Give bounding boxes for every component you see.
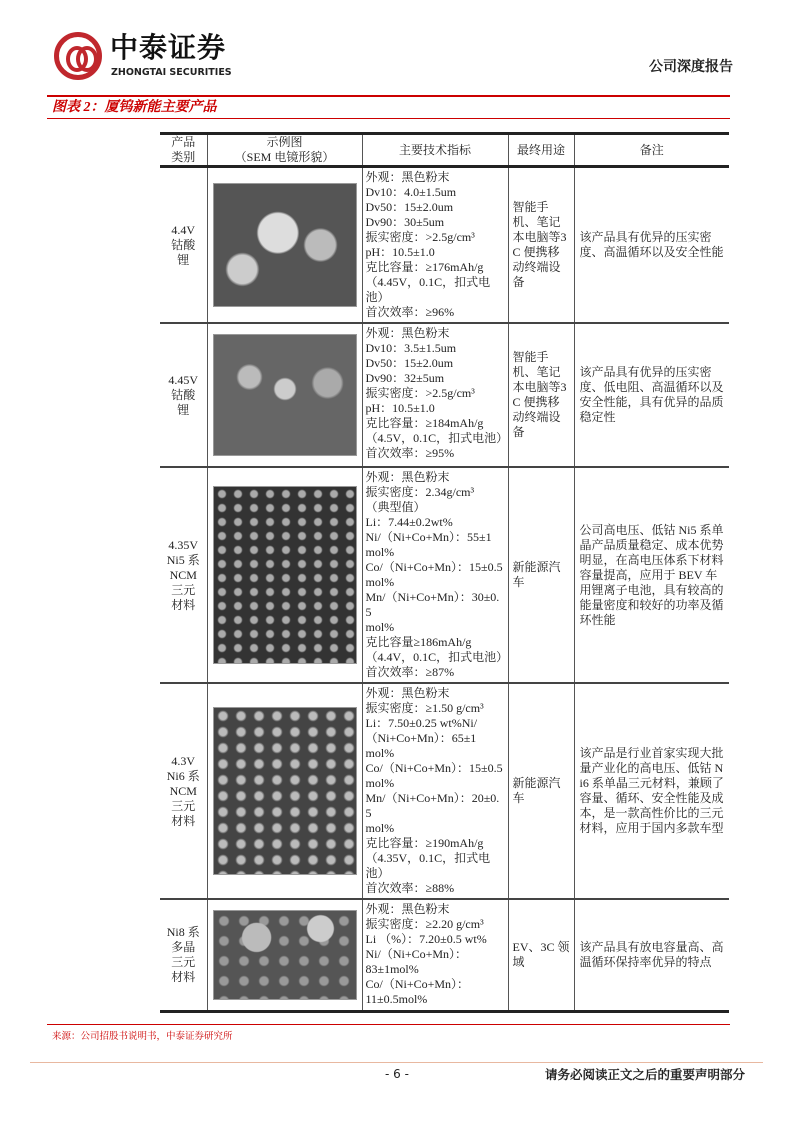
- spec-line: 外观：黑色粉末: [365, 326, 450, 340]
- product-category: 4.3V Ni6 系 NCM 三元 材料: [160, 683, 207, 899]
- spec-line: 83±1mol%: [365, 962, 419, 976]
- spec-line: 首次效率：≥88%: [365, 881, 455, 895]
- spec-line: 外观：黑色粉末: [365, 470, 450, 484]
- source-note: 来源：公司招股书说明书，中泰证券研究所: [52, 1031, 233, 1042]
- report-type: 公司深度报告: [649, 60, 733, 75]
- divider: [47, 95, 730, 97]
- brand-name-cn: 中泰证券: [110, 31, 227, 64]
- end-use: 智能手机、笔记本电脑等3C 便携移动终端设备: [508, 167, 574, 324]
- spec-line: Co/（Ni+Co+Mn）：15±0.5: [365, 560, 503, 574]
- remarks: 该产品具有放电容量高、高温循环保持率优异的特点: [574, 899, 729, 1011]
- spec-line: （Ni+Co+Mn）：65±1: [365, 731, 477, 745]
- spec-line: Dv50：15±2.0um: [365, 356, 454, 370]
- spec-line: Co/（Ni+Co+Mn）：15±0.5: [365, 761, 503, 775]
- sem-image-cell: [207, 323, 362, 467]
- end-use: 新能源汽车: [508, 683, 574, 899]
- spec-line: Dv10：4.0±1.5um: [365, 185, 457, 199]
- spec-line: （4.4V，0.1C，扣式电池）: [365, 650, 509, 664]
- spec-line: 克比容量：≥190mAh/g: [365, 836, 484, 850]
- spec-line: mol%: [365, 620, 395, 634]
- page-number: - 6 -: [385, 1067, 409, 1081]
- column-header: 产品 类别: [160, 134, 207, 167]
- sem-image-cell: [207, 167, 362, 324]
- spec-line: Ni/（Ni+Co+Mn）：55±1: [365, 530, 492, 544]
- spec-line: 外观：黑色粉末: [365, 686, 450, 700]
- spec-line: Dv90：32±5um: [365, 371, 445, 385]
- specifications: [362, 167, 508, 324]
- spec-line: 克比容量≥186mAh/g: [365, 635, 472, 649]
- spec-line: pH：10.5±1.0: [365, 401, 435, 415]
- figure-title: 图表 2：厦钨新能主要产品: [52, 100, 217, 115]
- spec-line: 振实密度：2.34g/cm³: [365, 485, 475, 499]
- specifications: [362, 467, 508, 683]
- column-header: 备注: [574, 134, 729, 167]
- spec-line: mol%: [365, 746, 395, 760]
- spec-line: Co/（Ni+Co+Mn）：: [365, 977, 470, 991]
- spec-line: Ni/（Ni+Co+Mn）：: [365, 947, 468, 961]
- spec-line: mol%: [365, 575, 395, 589]
- spec-line: 首次效率：≥95%: [365, 446, 455, 460]
- spec-line: 振实密度：≥1.50 g/cm³: [365, 701, 484, 715]
- sem-image-cell: [207, 899, 362, 1011]
- spec-line: Li：7.50±0.25 wt%Ni/: [365, 716, 478, 730]
- spec-line: Li：7.44±0.2wt%: [365, 515, 453, 529]
- spec-line: （4.5V，0.1C，扣式电池）: [365, 431, 509, 445]
- spec-line: pH：10.5±1.0: [365, 245, 435, 259]
- sem-image: [213, 183, 357, 307]
- sem-image: [213, 707, 357, 875]
- spec-line: 11±0.5mol%: [365, 992, 428, 1006]
- brand-name-en: ZHONGTAI SECURITIES: [111, 67, 232, 78]
- column-header: 最终用途: [508, 134, 574, 167]
- spec-line: （4.35V，0.1C，扣式电池）: [365, 851, 491, 880]
- column-header: 示例图 （SEM 电镜形貌）: [207, 134, 362, 167]
- spec-line: 振实密度：≥2.20 g/cm³: [365, 917, 484, 931]
- spec-line: mol%: [365, 776, 395, 790]
- table-row: [160, 683, 729, 899]
- table-row: [160, 899, 729, 1011]
- spec-line: 振实密度：>2.5g/cm³: [365, 230, 475, 244]
- remarks: 该产品具有优异的压实密度、低电阻、高温循环以及安全性能，具有优异的品质稳定性: [574, 323, 729, 467]
- sem-image: [213, 910, 357, 1000]
- specifications: [362, 323, 508, 467]
- end-use: 智能手机、笔记本电脑等3C 便携移动终端设备: [508, 323, 574, 467]
- spec-line: mol%: [365, 545, 395, 559]
- spec-line: 外观：黑色粉末: [365, 170, 450, 184]
- spec-line: mol%: [365, 821, 395, 835]
- spec-line: Dv50：15±2.0um: [365, 200, 454, 214]
- spec-line: 克比容量：≥184mAh/g: [365, 416, 484, 430]
- product-category: 4.35V Ni5 系 NCM 三元 材料: [160, 467, 207, 683]
- spec-line: Dv10：3.5±1.5um: [365, 341, 457, 355]
- remarks: 该产品是行业首家实现大批量产业化的高电压、低钴 Ni6 系单晶三元材料，兼顾了容量、循环、安全性能及成本，是一款高性价比的三元材料，应用于国内多款车型: [574, 683, 729, 899]
- sem-image: [213, 486, 357, 664]
- table-row: [160, 323, 729, 467]
- spec-line: 首次效率：≥87%: [365, 665, 455, 679]
- specifications: [362, 899, 508, 1011]
- specifications: [362, 683, 508, 899]
- sem-image-cell: [207, 467, 362, 683]
- end-use: EV、3C 领域: [508, 899, 574, 1011]
- remarks: 公司高电压、低钴 Ni5 系单晶产品质量稳定、成本优势明显，在高电压体系下材料容量提高，应用于 BEV 车用锂离子电池，具有较高的能量密度和较好的功率及循环性能: [574, 467, 729, 683]
- footer-divider: [30, 1062, 763, 1063]
- spec-line: Dv90：30±5um: [365, 215, 445, 229]
- spec-line: Mn/（Ni+Co+Mn）：30±0.5: [365, 590, 500, 619]
- product-category: 4.4V 钴酸 锂: [160, 167, 207, 324]
- product-category: 4.45V 钴酸 锂: [160, 323, 207, 467]
- spec-line: 首次效率：≥96%: [365, 305, 455, 319]
- sem-image: [213, 334, 357, 456]
- company-logo: [54, 32, 102, 80]
- divider: [47, 1024, 730, 1025]
- spec-line: （典型值）: [365, 500, 426, 514]
- remarks: 该产品具有优异的压实密度、高温循环以及安全性能: [574, 167, 729, 324]
- spec-line: （4.45V，0.1C，扣式电池）: [365, 275, 491, 304]
- spec-line: 克比容量：≥176mAh/g: [365, 260, 484, 274]
- column-header: 主要技术指标: [362, 134, 508, 167]
- spec-line: 振实密度：>2.5g/cm³: [365, 386, 475, 400]
- table-row: [160, 167, 729, 324]
- table-section: [47, 132, 730, 1043]
- end-use: 新能源汽车: [508, 467, 574, 683]
- product-category: Ni8 系 多晶 三元 材料: [160, 899, 207, 1011]
- disclaimer: 请务必阅读正文之后的重要声明部分: [544, 1068, 745, 1082]
- spec-line: Mn/（Ni+Co+Mn）：20±0.5: [365, 791, 500, 820]
- sem-image-cell: [207, 683, 362, 899]
- divider: [47, 118, 730, 119]
- spec-line: 外观：黑色粉末: [365, 902, 450, 916]
- table-row: [160, 467, 729, 683]
- products-table: [160, 132, 729, 1013]
- spec-line: Li （%）：7.20±0.5 wt%: [365, 932, 487, 946]
